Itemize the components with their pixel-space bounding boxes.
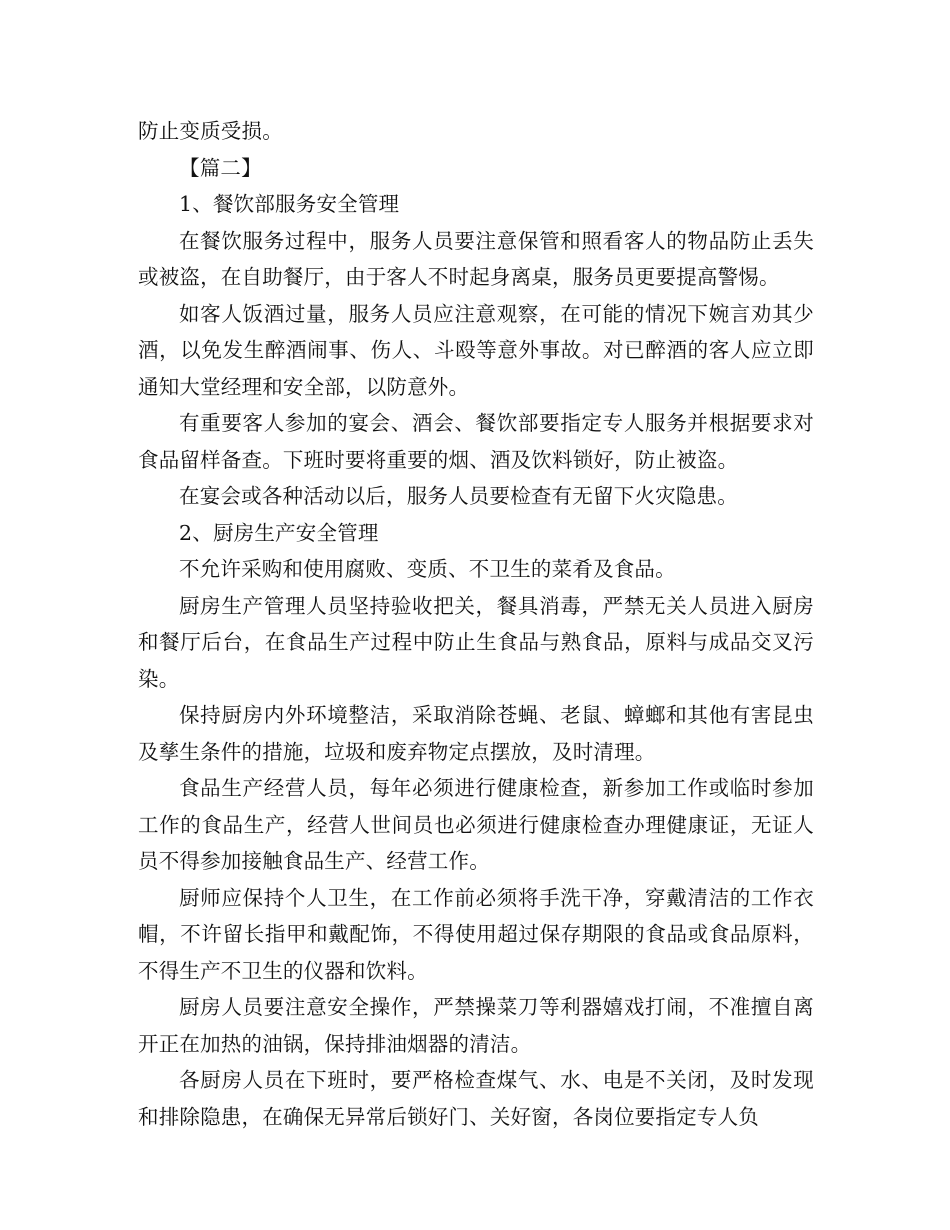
paragraph: 各厨房人员在下班时，要严格检查煤气、水、电是不关闭，及时发现和排除隐患，在确保无异常后锁好门、关好窗，各岗位要指定专人负 — [138, 1068, 814, 1129]
paragraph: 在宴会或各种活动以后，服务人员要检查有无留下火灾隐患。 — [179, 484, 738, 508]
paragraph: 食品生产经营人员，每年必须进行健康检查，新参加工作或临时参加工作的食品生产，经营人世间员也必须进行健康检查办理健康证，无证人员不得参加接触食品生产、经营工作。 — [138, 776, 814, 873]
paragraph: 防止变质受损。 — [138, 119, 283, 143]
paragraph: 有重要客人参加的宴会、酒会、餐饮部要指定专人服务并根据要求对食品留样备查。下班时要将重要的烟、酒及饮料锁好，防止被盗。 — [138, 411, 814, 472]
paragraph: 厨师应保持个人卫生，在工作前必须将手洗干净，穿戴清洁的工作衣帽，不许留长指甲和戴配饰，不得使用超过保存期限的食品或食品原料，不得生产不卫生的仪器和饮料。 — [138, 885, 814, 983]
paragraph: 在餐饮服务过程中，服务人员要注意保管和照看客人的物品防止丢失或被盗，在自助餐厅，由于客人不时起身离桌，服务员更要提高警惕。 — [138, 228, 814, 289]
section-heading: 【篇二】 — [179, 155, 262, 180]
paragraph: 如客人饭酒过量，服务人员应注意观察，在可能的情况下婉言劝其少酒，以免发生醉酒闹事、伤人、斗殴等意外事故。对已醉酒的客人应立即通知大堂经理和安全部，以防意外。 — [138, 301, 814, 399]
subsection-heading: 1、餐饮部服务安全管理 — [179, 192, 400, 216]
subsection-heading: 2、厨房生产安全管理 — [179, 520, 379, 545]
paragraph: 厨房生产管理人员坚持验收把关，餐具消毒，严禁无关人员进入厨房和餐厅后台，在食品生产过程中防止生食品与熟食品，原料与成品交叉污染。 — [138, 593, 814, 691]
document-page — [138, 113, 814, 1135]
paragraph: 保持厨房内外环境整洁，采取消除苍蝇、老鼠、蟑螂和其他有害昆虫及孳生条件的措施，垃圾和废弃物定点摆放，及时清理。 — [138, 703, 814, 764]
paragraph: 厨房人员要注意安全操作，严禁操菜刀等利器嬉戏打闹，不准擅自离开正在加热的油锅，保持排油烟器的清洁。 — [138, 995, 814, 1056]
paragraph: 不允许采购和使用腐败、变质、不卫生的菜肴及食品。 — [179, 557, 676, 581]
